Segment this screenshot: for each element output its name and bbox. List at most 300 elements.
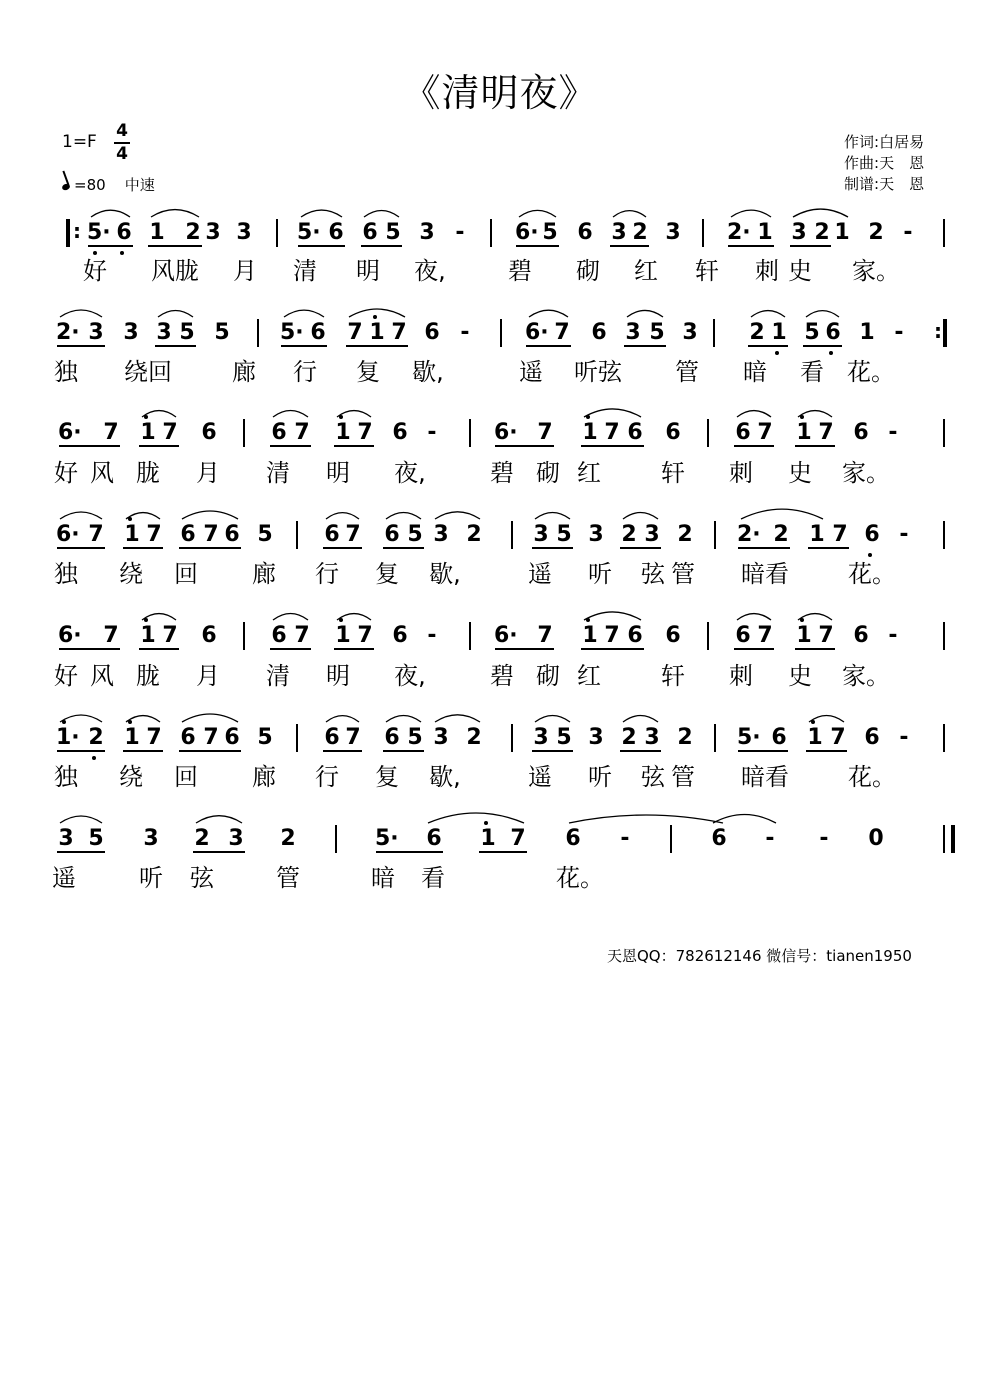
- bar-line: [490, 219, 492, 247]
- slur-arc: [301, 210, 342, 217]
- note: 1: [333, 625, 353, 647]
- note: 6·: [58, 420, 82, 445]
- bar-line: [243, 622, 245, 650]
- note: 7: [537, 420, 553, 445]
- lyric: 月: [196, 662, 220, 690]
- note: 1: [478, 828, 498, 850]
- slur-arc: [151, 210, 199, 217]
- lyric: 胧: [136, 662, 160, 690]
- note: 6: [271, 420, 287, 445]
- note: 3: [533, 725, 549, 750]
- lyric: 听: [588, 560, 612, 588]
- note: -: [427, 420, 437, 445]
- note: 5: [88, 826, 104, 851]
- note: 7: [162, 420, 178, 445]
- note: 6: [201, 420, 217, 445]
- lyric: 暗: [743, 358, 767, 386]
- slur-arc: [737, 614, 771, 620]
- note: 1: [769, 322, 789, 344]
- note: 5: [556, 522, 572, 547]
- note: 5: [385, 220, 401, 245]
- note: 3: [143, 826, 159, 851]
- note: 7: [345, 725, 361, 750]
- page-title: 《清明夜》: [402, 71, 598, 115]
- note: 5: [542, 220, 558, 245]
- note: 7: [146, 725, 162, 750]
- high-octave-dot: [144, 618, 148, 622]
- note: 2: [621, 522, 637, 547]
- note: 6: [665, 420, 681, 445]
- time-signature-bottom: 4: [116, 144, 128, 164]
- note: 1: [138, 422, 158, 444]
- high-octave-dot: [144, 415, 148, 419]
- note: 3: [682, 320, 698, 345]
- note: 6: [362, 220, 378, 245]
- high-octave-dot: [339, 618, 343, 622]
- lyric: 碧: [508, 257, 532, 285]
- note: 7: [294, 420, 310, 445]
- note: 6·: [525, 320, 549, 345]
- high-octave-dot: [586, 415, 590, 419]
- slur-arc: [182, 714, 238, 722]
- lyric: 行: [315, 763, 339, 791]
- slur-arc: [613, 211, 646, 217]
- note: -: [899, 522, 909, 547]
- note: 1: [333, 422, 353, 444]
- lyric: 花。: [556, 864, 604, 892]
- note: -: [894, 320, 904, 345]
- high-octave-dot: [128, 517, 132, 521]
- note: 7: [347, 320, 363, 345]
- lyric: 遥: [528, 560, 552, 588]
- bar-line: [702, 219, 704, 247]
- note: 7: [604, 623, 620, 648]
- note: 3: [644, 522, 660, 547]
- bar-line: [243, 419, 245, 447]
- note: 6·: [494, 420, 518, 445]
- note: 6: [735, 623, 751, 648]
- slur-arc: [182, 511, 238, 519]
- slur-arc: [196, 816, 242, 823]
- note: 6: [180, 522, 196, 547]
- note: 5: [179, 320, 195, 345]
- key-label: 1=F: [62, 132, 97, 152]
- note: 2: [773, 522, 789, 547]
- note: 2: [194, 826, 210, 851]
- slur-arc: [273, 411, 308, 418]
- note: 3: [236, 220, 252, 245]
- note: 5·: [280, 320, 304, 345]
- note: 5: [214, 320, 230, 345]
- note: 2: [632, 220, 648, 245]
- slur-arc: [386, 716, 421, 723]
- note: 2: [677, 522, 693, 547]
- note: 5·: [87, 222, 107, 244]
- note: 3: [58, 826, 74, 851]
- note: 3: [156, 320, 172, 345]
- note: 6: [324, 725, 340, 750]
- lyric: 独: [54, 358, 78, 386]
- note: 1: [580, 422, 600, 444]
- note: -: [888, 420, 898, 445]
- note: 5: [407, 725, 423, 750]
- note: 1: [805, 727, 825, 749]
- lyric: 听: [139, 864, 163, 892]
- note: -: [460, 320, 470, 345]
- note: -: [888, 623, 898, 648]
- bar-line: [500, 319, 502, 347]
- note: 6: [328, 220, 344, 245]
- note: -: [819, 826, 829, 851]
- slur-arc: [584, 612, 641, 620]
- note: 7: [357, 420, 373, 445]
- note: 6: [310, 320, 326, 345]
- note: 6: [771, 725, 787, 750]
- slur-arc: [584, 409, 641, 417]
- note: 7: [294, 623, 310, 648]
- note: 3: [644, 725, 660, 750]
- slur-arc: [535, 716, 570, 723]
- high-octave-dot: [339, 415, 343, 419]
- slur-arc: [326, 513, 359, 519]
- note: 6: [224, 725, 240, 750]
- bar-line: [276, 219, 278, 247]
- note: -: [903, 220, 913, 245]
- low-octave-dot: [829, 351, 833, 355]
- slur-arc: [386, 513, 421, 520]
- lyric: 管: [675, 358, 699, 386]
- slur-arc: [60, 715, 102, 722]
- bar-line: [714, 521, 716, 549]
- note: 6: [735, 420, 751, 445]
- slur-arc: [326, 716, 359, 722]
- lyric: 史: [788, 662, 812, 690]
- note: 1: [809, 522, 825, 547]
- note: 6: [224, 522, 240, 547]
- bar-line: [943, 622, 945, 650]
- note: 6: [392, 623, 408, 648]
- note: 7: [818, 623, 834, 648]
- note: 6: [384, 522, 400, 547]
- slur-arc: [91, 210, 130, 217]
- note: 6: [577, 220, 593, 245]
- note: 5: [804, 320, 820, 345]
- lyric: 复: [356, 358, 380, 386]
- note: 2·: [737, 522, 761, 547]
- lyric: 暗看: [741, 560, 789, 588]
- note: 1: [149, 220, 165, 245]
- note: 5: [556, 725, 572, 750]
- lyric: 风胧: [151, 257, 199, 285]
- note: 7: [345, 522, 361, 547]
- lyric: 行: [315, 560, 339, 588]
- note: 6: [114, 222, 134, 244]
- lyric: 清: [266, 459, 290, 487]
- slur-arc: [519, 210, 556, 217]
- lyric: 管: [671, 763, 695, 791]
- lyric: 史: [788, 257, 812, 285]
- slur-arc: [737, 411, 771, 417]
- note: 6: [823, 322, 843, 344]
- slur-arc: [435, 512, 480, 519]
- note: 3: [588, 522, 604, 547]
- lyric: 夜,: [414, 257, 446, 285]
- note: 6·: [494, 623, 518, 648]
- slur-arc: [349, 309, 405, 317]
- lyric: 绕回: [124, 358, 172, 386]
- note: -: [765, 826, 775, 851]
- note: 1: [122, 524, 142, 546]
- lyric: 廊: [252, 763, 276, 791]
- note: 7: [832, 522, 848, 547]
- lyric: 风: [90, 459, 114, 487]
- note: 1: [834, 220, 850, 245]
- slur-arc: [529, 310, 568, 317]
- lyric: 明: [356, 257, 380, 285]
- lyric: 明: [326, 662, 350, 690]
- note: 2: [814, 220, 830, 245]
- lyric: 碧: [490, 459, 514, 487]
- lyric: 月: [196, 459, 220, 487]
- high-octave-dot: [128, 720, 132, 724]
- note: 3: [433, 522, 449, 547]
- lyric: 好: [54, 662, 78, 690]
- bar-line: [943, 219, 945, 247]
- bar-line: [943, 724, 945, 752]
- note: 6: [565, 826, 581, 851]
- note: 3: [665, 220, 681, 245]
- note: 2: [466, 725, 482, 750]
- slur-arc: [535, 513, 570, 520]
- note: 7: [103, 420, 119, 445]
- note: 1: [794, 422, 814, 444]
- note: 6: [853, 623, 869, 648]
- note: 7: [818, 420, 834, 445]
- credit-lyricist: 作词:白居易: [844, 133, 925, 151]
- credit-composer: 作曲:天 恩: [844, 154, 925, 172]
- slur-arc: [284, 310, 324, 317]
- slur-arc: [364, 211, 399, 218]
- note: 6: [384, 725, 400, 750]
- low-octave-dot: [92, 756, 96, 760]
- lyric: 弦: [641, 763, 665, 791]
- note: 6: [201, 623, 217, 648]
- low-octave-dot: [93, 251, 97, 255]
- note: 7: [203, 725, 219, 750]
- note: 7: [162, 623, 178, 648]
- note: -: [899, 725, 909, 750]
- note: 7: [537, 623, 553, 648]
- bar-line: [714, 724, 716, 752]
- lyric: 史: [788, 459, 812, 487]
- high-octave-dot: [373, 315, 377, 319]
- note: 2: [280, 826, 296, 851]
- note: 7: [554, 320, 570, 345]
- note: 6: [864, 725, 880, 750]
- time-signature-top: 4: [116, 121, 128, 141]
- note: 1: [580, 625, 600, 647]
- note: 1: [367, 322, 387, 344]
- slur-arc: [158, 311, 193, 318]
- lyric: 清: [293, 257, 317, 285]
- slur-arc: [60, 816, 102, 823]
- slur-arc: [793, 209, 848, 217]
- note: 2: [677, 725, 693, 750]
- low-octave-dot: [868, 553, 872, 557]
- note: 7: [391, 320, 407, 345]
- low-octave-dot: [775, 351, 779, 355]
- note: 6: [426, 826, 442, 851]
- note: 5·: [297, 220, 321, 245]
- note: 6: [665, 623, 681, 648]
- lyric: 夜,: [394, 662, 426, 690]
- note: 0: [868, 826, 884, 851]
- lyric: 花。: [847, 358, 895, 386]
- note: 6: [627, 420, 643, 445]
- lyric: 复: [375, 560, 399, 588]
- note: 2: [868, 220, 884, 245]
- lyric: 回: [174, 763, 198, 791]
- note: 3: [791, 220, 807, 245]
- slur-arc: [273, 614, 308, 621]
- note: 6: [862, 524, 882, 546]
- note: 3: [88, 320, 104, 345]
- slur-arc: [428, 813, 524, 823]
- high-octave-dot: [586, 618, 590, 622]
- note: -: [455, 220, 465, 245]
- bar-line: [943, 521, 945, 549]
- note: 5: [649, 320, 665, 345]
- lyric: 廊: [252, 560, 276, 588]
- note: 5·: [737, 725, 761, 750]
- note: 7: [103, 623, 119, 648]
- slur-arc: [60, 512, 102, 519]
- tempo-text: 中速: [124, 176, 155, 194]
- bar-line: [511, 724, 513, 752]
- note: -: [620, 826, 630, 851]
- lyric: 复: [375, 763, 399, 791]
- bar-line: [66, 219, 70, 247]
- note: 2: [466, 522, 482, 547]
- lyric: 听: [588, 763, 612, 791]
- note: 2: [749, 320, 765, 345]
- slur-arc: [623, 716, 658, 723]
- note: 2·: [56, 320, 80, 345]
- lyric: 碧: [490, 662, 514, 690]
- slur-arc: [731, 210, 771, 217]
- bar-line: [257, 319, 259, 347]
- lyric: 看: [421, 864, 445, 892]
- bar-line: [335, 825, 337, 853]
- note: 6·: [515, 220, 539, 245]
- note: 3: [433, 725, 449, 750]
- lyric: 夜,: [394, 459, 426, 487]
- bar-line: [943, 319, 947, 347]
- note: 3: [123, 320, 139, 345]
- lyric: 砌: [536, 662, 560, 690]
- lyric: 红: [634, 257, 658, 285]
- lyric: 独: [54, 763, 78, 791]
- lyric: 刺: [729, 459, 753, 487]
- bar-line: [296, 521, 298, 549]
- note: 7: [146, 522, 162, 547]
- lyric: 刺: [755, 257, 779, 285]
- slur-arc: [60, 310, 102, 317]
- note: 1: [757, 220, 773, 245]
- note: 1·: [56, 727, 76, 749]
- slur-arc: [713, 815, 776, 824]
- bar-line: [707, 622, 709, 650]
- note: 3: [625, 320, 641, 345]
- note: 6: [591, 320, 607, 345]
- note: 6: [424, 320, 440, 345]
- note: 6: [392, 420, 408, 445]
- lyric: 绕: [119, 763, 143, 791]
- note: 3: [533, 522, 549, 547]
- lyric: 听弦: [574, 358, 622, 386]
- lyric: 红: [577, 459, 601, 487]
- note: 6: [180, 725, 196, 750]
- high-octave-dot: [800, 415, 804, 419]
- lyric: 轩: [695, 257, 719, 285]
- lyric: 砌: [536, 459, 560, 487]
- bar-line: [670, 825, 672, 853]
- tempo-value: =80: [74, 176, 106, 194]
- note: 7: [203, 522, 219, 547]
- note: 3: [205, 220, 221, 245]
- note: 7: [830, 725, 846, 750]
- note: 2·: [727, 220, 751, 245]
- lyric: 歇,: [412, 358, 444, 386]
- note: 6: [711, 826, 727, 851]
- credit-transcriber: 制谱:天 恩: [844, 175, 925, 193]
- bar-line: [469, 622, 471, 650]
- slur-arc: [751, 311, 785, 317]
- lyric: 遥: [528, 763, 552, 791]
- bar-line: [713, 319, 715, 347]
- low-octave-dot: [120, 251, 124, 255]
- lyric: 弦: [190, 864, 214, 892]
- contact-footer: 天恩QQ：782612146 微信号：tianen1950: [607, 947, 912, 965]
- note: 6: [627, 623, 643, 648]
- lyric: 轩: [661, 662, 685, 690]
- slur-arc: [623, 513, 658, 520]
- note: 3: [588, 725, 604, 750]
- note: 3: [228, 826, 244, 851]
- high-octave-dot: [800, 618, 804, 622]
- note: 6: [853, 420, 869, 445]
- lyric: 砌: [576, 257, 600, 285]
- note: -: [427, 623, 437, 648]
- lyric: 花。: [848, 560, 896, 588]
- note: 1: [794, 625, 814, 647]
- lyric: 红: [577, 662, 601, 690]
- note: 5: [257, 522, 273, 547]
- note: 5: [407, 522, 423, 547]
- note: 7: [88, 522, 104, 547]
- lyric: 家。: [852, 257, 900, 285]
- note: 2: [185, 220, 201, 245]
- high-octave-dot: [62, 720, 66, 724]
- lyric: 歇,: [429, 560, 461, 588]
- lyric: 暗看: [741, 763, 789, 791]
- lyric: 好: [54, 459, 78, 487]
- lyric: 看: [800, 358, 824, 386]
- lyric: 廊: [232, 358, 256, 386]
- bar-line: [511, 521, 513, 549]
- lyric: 遥: [52, 864, 76, 892]
- note: 1: [859, 320, 875, 345]
